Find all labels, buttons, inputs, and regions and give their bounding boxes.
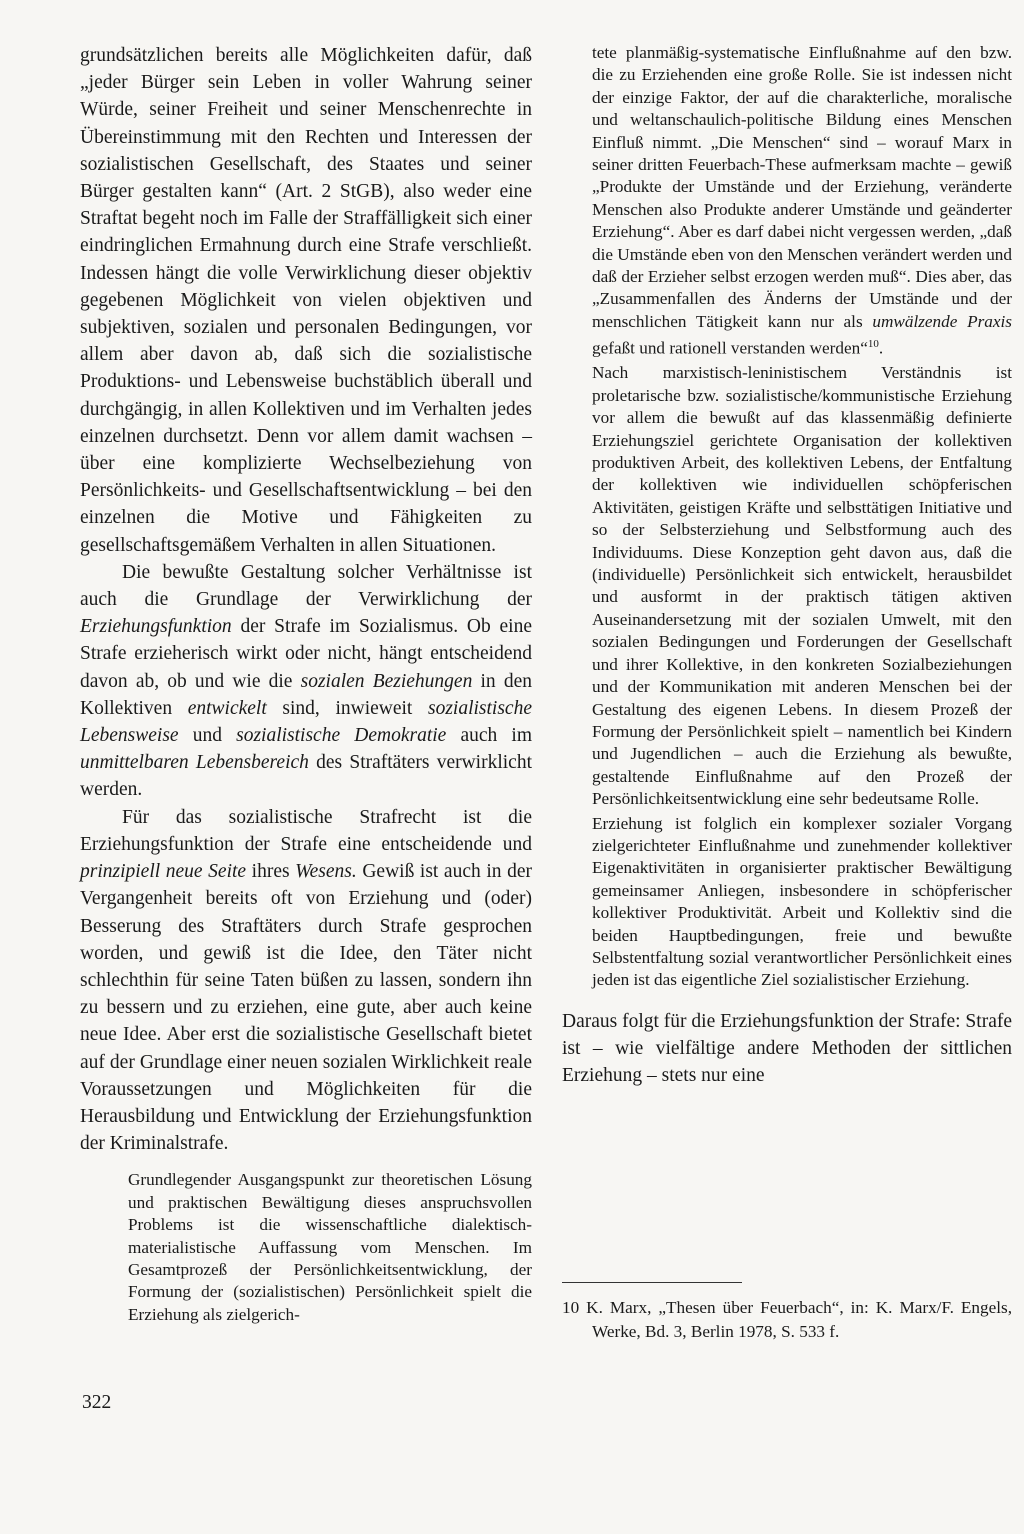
main-text-continuation: Daraus folgt für die Erziehungsfunktion der Strafe: Strafe ist – wie vielfältige andere Methoden der sittlichen Erziehung – stets nur eine — [562, 1010, 1012, 1087]
small-print-paragraph-3: Erziehung ist folglich ein komplexer sozialer Vorgang zielgerichteter Einflußnahme und zunehmender kollektiver Eigenaktivitäten in organisierter praktischer Bewältigung gemeinsamer Anliegen, insbesondere in schöpferischer kollektiver Produktivität. Arbeit und Kollektiv sind die beiden Hauptbedingungen, freie und bewußte Selbstentfaltung sozial verantwortlicher Persönlichkeit eines jeden ist das eigentliche Ziel sozialistischer Erziehung. — [592, 813, 1012, 990]
text-run: auch im — [446, 725, 532, 747]
emphasis: umwälzende Praxis — [872, 311, 1012, 331]
page-number: 322 — [82, 1392, 112, 1413]
emphasis: Wesens. — [295, 861, 357, 883]
small-print-paragraph: Grundlegender Ausgangspunkt zur theoretischen Lösung und praktischen Bewältigung dieses anspruchsvollen Problems ist die wissenschaftliche dialektisch-materialistische Auffassung vom Menschen. Im Gesamtprozeß der Persönlichkeitsentwicklung, der Formung der (sozialistischen) Persönlichkeit spielt die Erziehung als zielgerich- — [128, 1170, 532, 1324]
paragraph-2 — [80, 559, 532, 804]
right-column — [562, 42, 1012, 1089]
paragraph-3 — [80, 804, 532, 1158]
text-run: sind, inwieweit — [266, 697, 428, 719]
emphasis: Erziehungsfunktion — [80, 616, 232, 638]
emphasis: prinzipiell neue Seite — [80, 861, 247, 883]
small-print-paragraph-1 — [592, 42, 1012, 360]
emphasis: entwickelt — [187, 697, 267, 719]
footnote-divider — [562, 1282, 742, 1283]
text-run: Die bewußte Gestaltung solcher Verhältnisse ist auch die Grundlage der Verwirklichung der — [80, 561, 532, 611]
paragraph-1: grundsätzlichen bereits alle Möglichkeiten dafür, daß „jeder Bürger sein Leben in voller Wahrung seiner Würde, seiner Freiheit und seiner Menschenrechte in Übereinstimmung mit den Rechten und Interessen der sozialistischen Gesellschaft, des Staates und seiner Bürger gestalten kann“ (Art. 2 StGB), also weder eine Straftat begeht noch im Falle der Straffälligkeit sich einer eindringlichen Ermahnung durch eine Strafe verschließt. Indessen hängt die volle Verwirklichung dieser objektiv gegebenen Möglichkeit von vielen objektiven und subjektiven, sozialen und personalen Bedingungen, vor allem aber davon ab, daß sich die sozialistische Produktions- und Lebensweise buchstäblich überall und durchgängig, in allen Kollektiven und im Verhalten jedes einzelnen durchsetzt. Denn vor allem damit wachsen – über eine komplizierte Wechselbeziehung von Persönlichkeits- und Gesellschaftsentwicklung – bei den einzelnen die Motive und Fähigkeiten zu gesellschaftsgemäßem Verhalten in allen Situationen. — [80, 45, 532, 556]
text-run: in den Kollektiven — [80, 670, 532, 719]
footnote: 10 K. Marx, „Thesen über Feuerbach“, in: K. Marx/F. Engels, Werke, Bd. 3, Berlin 1978, S. 533 f. — [562, 1298, 1012, 1341]
text-run: der Strafe im Sozialismus. Ob eine Strafe erzieherisch wirkt oder nicht, hängt entscheidend davon ab, ob und wie die — [80, 616, 532, 692]
text-run: Gewiß ist auch in der Vergangenheit bereits oft von Erziehung und (oder) Besserung des Straftäters durch Strafe gesprochen worden, und gewiß ist die Idee, den Täter nicht schlechthin für seine Taten büßen zu lassen, sondern ihn zu bessern und zu erziehen, eine gute, aber auch keine neue Idee. Aber erst die sozialistische Gesellschaft bietet auf der Grundlage einer neuen sozialen Wirklichkeit reale Voraussetzungen und Möglichkeiten für die Herausbildung und Entwicklung der Erziehungsfunktion der Kriminalstrafe. — [80, 861, 532, 1155]
footnote-ref: 10 — [867, 338, 879, 351]
small-print-block — [80, 1169, 532, 1326]
text-run: Für das sozialistische Strafrecht ist die Erziehungsfunktion der Strafe eine entscheidende und — [80, 806, 532, 855]
emphasis: unmittelbaren Lebensbereich — [80, 752, 309, 774]
emphasis: sozialistische Demokratie — [236, 725, 447, 747]
emphasis: sozialen Beziehungen — [300, 670, 473, 692]
text-run: ihres — [246, 861, 296, 883]
emphasis: sozialistische Lebensweise — [80, 697, 532, 747]
small-print-paragraph-2: Nach marxistisch-leninistischem Verständnis ist proletarische bzw. sozialistische/kommunistische Erziehung vor allem die bewußt auf das klassenmäßig definierte Erziehungsziel gerichtete Organisation der kollektiven produktiven Arbeit, des kollektiven Lebens, der Entfaltung der kollektiven wie individuellen schöpferischen Aktivitäten, geistigen Kräfte und selbsttätigen Initiative und so der Selbsterziehung und Selbstformung auch des Individuums. Diese Konzeption geht davon aus, daß die (individuelle) Persönlichkeit sich entwickelt, herausbildet und ausformt in der praktisch tätigen aktiven Auseinandersetzung mit der sozialen Umwelt, mit den sozialen Bedingungen und Forderungen der Gesellschaft und ihrer Kollektive, in den konkreten Sozialbeziehungen und der Kommunikation mit anderen Menschen bei der Gestaltung des eigenen Lebens. In diesem Prozeß der Formung der Persönlichkeit spielt – namentlich bei Kindern und Jugendlichen – auch die Erziehung als bewußte, gestaltende Einflußnahme auf den Prozeß der Persönlichkeitsentwicklung eine sehr bedeutsame Rolle. — [592, 363, 1012, 809]
text-run: und — [178, 725, 237, 747]
small-print-block — [562, 42, 1012, 992]
text-run: . — [878, 339, 884, 359]
text-run: des Straftäters verwirklicht werden. — [80, 752, 533, 801]
text-run: gefaßt und rationell verstanden werden“ — [592, 339, 868, 359]
left-column — [80, 42, 532, 1326]
text-run: tete planmäßig-systematische Einflußnahme auf den bzw. die zu Erziehenden eine große Rolle. Sie ist indessen nicht der einzige Faktor, der auf die charakterliche, moralische und weltanschaulich-politische Bildung eines Menschen Einfluß nimmt. „Die Menschen“ sind – worauf Marx in seiner dritten Feuerbach-These aufmerksam machte – gewiß „Produkte der Umstände und der Erziehung, veränderte Menschen also Produkte anderer Umstände und geänderter Erziehung“. Aber es darf dabei nicht vergessen werden, „daß die Umstände eben von den Menschen verändert werden und daß der Erzieher selbst erzogen werden muß“. Dies aber, das „Zusammenfallen des Änderns der Umstände und der menschlichen Tätigkeit kann nur als — [592, 43, 1012, 331]
